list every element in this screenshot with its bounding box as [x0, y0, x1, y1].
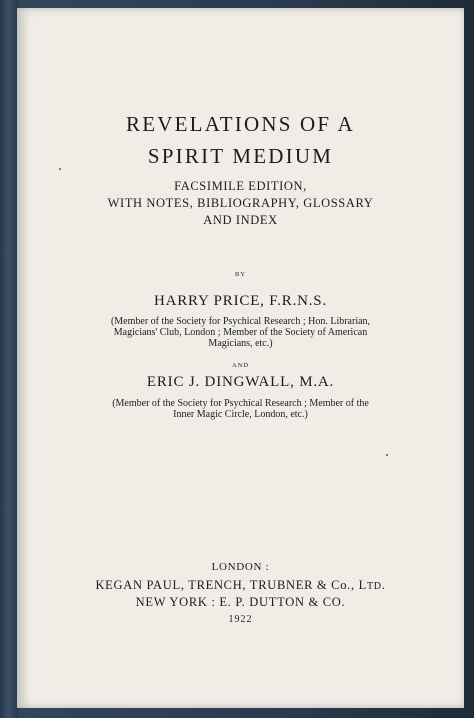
title-page	[17, 8, 464, 708]
author-1-note-line-2: Magicians' Club, London ; Member of the Society of American	[113, 327, 368, 338]
author-1-note-line-1: (Member of the Society for Psychical Research ; Hon. Librarian,	[110, 316, 371, 327]
paper-speck	[59, 168, 61, 170]
author-2-note-line-2: Inner Magic Circle, London, etc.)	[173, 409, 308, 420]
imprint-city-london: LONDON :	[211, 561, 270, 573]
subtitle-line-3: AND INDEX	[203, 213, 278, 227]
author-1-name: HARRY PRICE, F.R.N.S.	[153, 293, 327, 309]
imprint-publisher-main: KEGAN PAUL, TRENCH, TRUBNER & Co., L	[95, 578, 367, 592]
imprint-year: 1922	[228, 614, 253, 625]
title-line-2: SPIRIT MEDIUM	[147, 144, 334, 168]
imprint-new-york: NEW YORK : E. P. DUTTON & CO.	[135, 595, 346, 609]
imprint-publisher-ltd: TD	[366, 581, 382, 592]
imprint-publisher	[17, 578, 464, 593]
book-binding	[0, 0, 18, 718]
subtitle-line-1: FACSIMILE EDITION,	[174, 179, 307, 193]
subtitle-line-2: WITH NOTES, BIBLIOGRAPHY, GLOSSARY	[107, 196, 374, 210]
and-label: AND	[231, 362, 250, 369]
title-line-1: REVELATIONS OF A	[126, 112, 355, 136]
author-2-name: ERIC J. DINGWALL, M.A.	[146, 374, 335, 390]
author-1-note-line-3: Magicians, etc.)	[208, 338, 273, 349]
imprint-publisher-period: .	[381, 578, 386, 592]
paper-speck	[386, 454, 388, 456]
by-label: BY	[234, 271, 247, 278]
author-2-note-line-1: (Member of the Society for Psychical Research ; Member of the	[112, 398, 369, 409]
